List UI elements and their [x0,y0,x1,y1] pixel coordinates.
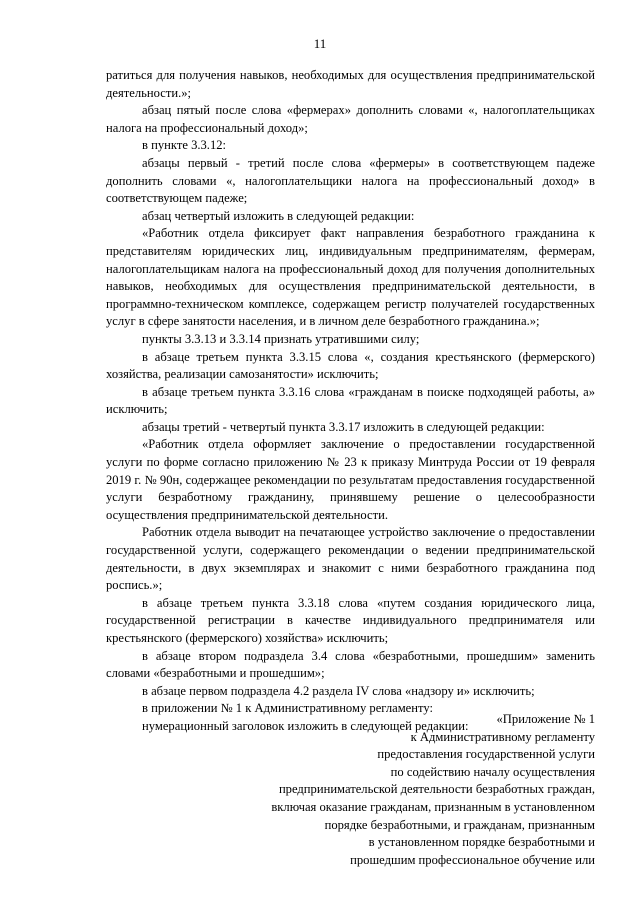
paragraph: в абзаце первом подраздела 4.2 раздела IV слова «надзору и» исключить; [142,683,535,698]
appendix-line: в установленном порядке безработными и [368,835,595,850]
paragraph: нумерационный заголовок изложить в следующей редакции: [142,718,469,733]
paragraph: пункты 3.3.13 и 3.3.14 признать утратившими силу; [142,331,420,346]
paragraph: «Работник отдела оформляет заключение о предоставлении государственной услуги по форме согласно приложению № 23 к приказу Минтруда России от 19 февраля 2019 г. № 90н, содержащее рекомендации по результатам предоставления государственной услуги безработному гражданину, принявшему решение о целесообразности осуществления предпринимательской деятельности. [106,437,595,522]
appendix-line: прошедшим профессиональное обучение или [350,852,595,867]
paragraph: в абзаце третьем пункта 3.3.16 слова «гражданам в поиске подходящей работы, а» исключить; [106,384,595,417]
appendix-line: порядке безработными, и гражданам, признанным [324,817,595,832]
paragraph: в абзаце втором подраздела 3.4 слова «безработными, прошедшим» заменить словами «безработными и прошедшим»; [106,648,595,681]
appendix-line: «Приложение № 1 [496,712,595,726]
paragraph: в приложении № 1 к Административному регламенту: [142,701,433,716]
paragraph: абзац четвертый изложить в следующей редакции: [142,208,415,223]
page-number: 11 [313,36,327,51]
paragraph: «Работник отдела фиксирует факт направления безработного гражданина к представителям юридических лиц, индивидуальным предпринимателям, фермерам, налогоплательщикам налога на профессиональный доход для получения дополнительных навыков, необходимых для осуществления предпринимательской деятельности, в программно-техническом комплексе, содержащем регистр получателей государственных услуг в сфере занятости населения, и в личном деле безработного гражданина.»; [106,226,595,329]
appendix-line: по содействию началу осуществления [390,764,595,779]
paragraph: в абзаце третьем пункта 3.3.18 слова «путем создания юридического лица, государственной регистрации в качестве индивидуального предпринимателя или крестьянского (фермерского) хозяйства» исключить; [106,595,595,645]
appendix-line: предпринимательской деятельности безработных граждан, [278,782,595,797]
paragraph: абзацы третий - четвертый пункта 3.3.17 изложить в следующей редакции: [142,419,545,434]
paragraph: в пункте 3.3.12: [142,138,227,153]
paragraph: Работник отдела выводит на печатающее устройство заключение о предоставлении государственной услуги, содержащего рекомендации о ведении предпринимательской деятельности, в двух экземплярах и знакомит с ними безработного гражданина под роспись.»; [106,525,595,593]
paragraph: абзац пятый после слова «фермерах» дополнить словами «, налогоплательщиках налога на профессиональный доход»; [106,103,595,135]
appendix-line: включая оказание гражданам, признанным в установленном [271,799,595,814]
paragraph: ратиться для получения навыков, необходимых для осуществления предпринимательской деятельности.»; [106,68,595,100]
paragraph: в абзаце третьем пункта 3.3.15 слова «, создания крестьянского (фермерского) хозяйства, реализации самозанятости» исключить; [106,349,595,382]
document-body [106,67,595,736]
appendix-line: предоставления государственной услуги [377,747,595,762]
paragraph: абзацы первый - третий после слова «фермеры» в соответствующем падеже дополнить словами «, налогоплательщики налога на профессиональный доход» в соответствующем падеже; [106,155,595,206]
appendix-line: к Административному регламенту [410,729,595,744]
appendix-heading [200,711,595,869]
